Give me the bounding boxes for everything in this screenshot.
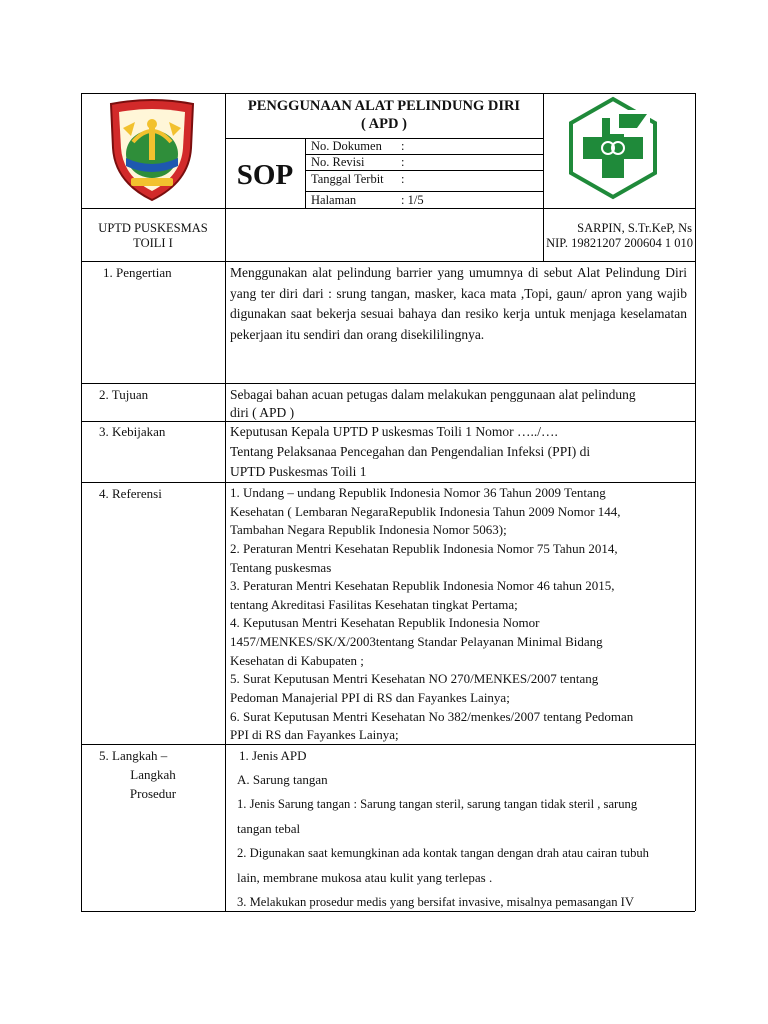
referensi-line: PPI di RS dan Fayankes Lainya; — [230, 727, 399, 742]
section-label-langkah-line-2: Langkah — [130, 767, 176, 782]
field-no-dokumen-sep: : — [401, 139, 405, 153]
referensi-line: Pedoman Manajerial PPI di RS dan Fayankes Lainya; — [230, 690, 510, 705]
row-divider-pengertian — [81, 261, 695, 262]
section-text-tujuan-line-1: Sebagai bahan acuan petugas dalam melakukan penggunaan alat pelindung — [230, 387, 636, 402]
row-divider-kebijakan — [81, 421, 695, 422]
title-underline — [225, 138, 543, 139]
header-divider — [81, 208, 695, 209]
referensi-line: Tambahan Negara Republik Indonesia Nomor 5063); — [230, 522, 507, 537]
referensi-line: 1. Undang – undang Republik Indonesia Nomor 36 Tahun 2009 Tentang — [230, 485, 606, 500]
referensi-line: Kesehatan di Kabupaten ; — [230, 653, 364, 668]
puskesmas-green-cross-logo — [567, 96, 659, 200]
field-no-revisi: No. Revisi — [311, 155, 365, 169]
referensi-line: Kesehatan ( Lembaran NegaraRepublik Indonesia Tahun 2009 Nomor 144, — [230, 504, 621, 519]
section-text-pengertian: Menggunakan alat pelindung barrier yang umumnya di sebut Alat Pelindung Diri yang ter diri dari : srung tangan, masker, kaca mata ,Topi, gaun/ apron yang wajib digunakan saat bekerja sesuai bahaya dan resiko kerja untuk menjaga keselamatan pekerjaan itu sendiri dan orang disekililingnya. — [230, 265, 687, 342]
section-text-kebijakan-line-2: Tentang Pelaksanaa Pencegahan dan Pengendalian Infeksi (PPI) di — [230, 444, 591, 459]
section-text-kebijakan-line-3: UPTD Puskesmas Toili 1 — [230, 464, 367, 479]
langkah-jenis-apd: 1. Jenis APD — [239, 748, 307, 763]
referensi-line: Tentang puskesmas — [230, 560, 332, 575]
section-label-kebijakan: 3. Kebijakan — [99, 424, 166, 439]
table-border-right — [695, 93, 696, 911]
referensi-line: tentang Akreditasi Fasilitas Kesehatan tingkat Pertama; — [230, 597, 518, 612]
referensi-line: 6. Surat Keputusan Mentri Kesehatan No 382/menkes/2007 tentang Pedoman — [230, 709, 634, 724]
field-halaman-value: : 1/5 — [401, 193, 424, 207]
document-title-line-2: ( APD ) — [361, 116, 407, 132]
langkah-item-2: 2. Digunakan saat kemungkinan ada kontak tangan dengan drah atau cairan tubuh — [237, 846, 649, 860]
sop-divider — [305, 138, 306, 208]
field-no-revisi-sep: : — [401, 155, 405, 169]
table-border-bottom — [81, 911, 695, 912]
sop-label: SOP — [236, 159, 294, 191]
section-label-referensi: 4. Referensi — [99, 486, 162, 501]
field-halaman: Halaman — [311, 193, 357, 207]
section-text-kebijakan-line-1: Keputusan Kepala UPTD P uskesmas Toili 1 Nomor …../…. — [230, 424, 558, 439]
langkah-item-1-cont: tangan tebal — [237, 821, 301, 836]
referensi-line: 5. Surat Keputusan Mentri Kesehatan NO 270/MENKES/2007 tentang — [230, 671, 599, 686]
row-divider-tujuan — [81, 383, 695, 384]
table-border-top — [81, 93, 695, 94]
field-line-2 — [305, 170, 543, 171]
row-divider-referensi — [81, 482, 695, 483]
row-divider-langkah — [81, 744, 695, 745]
referensi-line: 1457/MENKES/SK/X/2003tentang Standar Pelayanan Minimal Bidang — [230, 634, 603, 649]
langkah-sarung-tangan: A. Sarung tangan — [237, 772, 328, 787]
field-no-dokumen: No. Dokumen — [311, 139, 382, 153]
referensi-line: 2. Peraturan Mentri Kesehatan Republik Indonesia Nomor 75 Tahun 2014, — [230, 541, 618, 556]
langkah-item-3: 3. Melakukan prosedur medis yang bersifat invasive, misalnya pemasangan IV — [237, 895, 634, 909]
referensi-line: 4. Keputusan Mentri Kesehatan Republik Indonesia Nomor — [230, 615, 540, 630]
field-tanggal-terbit: Tanggal Terbit — [311, 172, 384, 186]
section-label-tujuan: 2. Tujuan — [99, 387, 149, 402]
signer-name: SARPIN, S.Tr.KeP, Ns — [577, 221, 692, 235]
langkah-item-1: 1. Jenis Sarung tangan : Sarung tangan steril, sarung tangan tidak steril , sarung — [237, 797, 638, 811]
section-label-langkah-line-3: Prosedur — [129, 786, 177, 801]
section-text-tujuan-line-2: diri ( APD ) — [230, 405, 295, 420]
regency-coat-of-arms-logo — [105, 98, 199, 202]
langkah-item-2-cont: lain, membrane mukosa atau kulit yang terlepas . — [237, 870, 493, 885]
referensi-line: 3. Peraturan Mentri Kesehatan Republik Indonesia Nomor 46 tahun 2015, — [230, 578, 615, 593]
organization-name: UPTD PUSKESMAS — [98, 221, 208, 235]
section-label-pengertian: 1. Pengertian — [103, 265, 172, 280]
signer-nip: NIP. 19821207 200604 1 010 — [546, 236, 693, 250]
document-title-line-1: PENGGUNAAN ALAT PELINDUNG DIRI — [247, 98, 521, 114]
organization-unit: TOILI I — [133, 236, 173, 250]
field-line-3 — [305, 191, 543, 192]
table-column-divider — [225, 93, 226, 911]
field-tanggal-terbit-sep: : — [401, 172, 405, 186]
section-label-langkah-line-1: 5. Langkah – — [99, 748, 168, 763]
